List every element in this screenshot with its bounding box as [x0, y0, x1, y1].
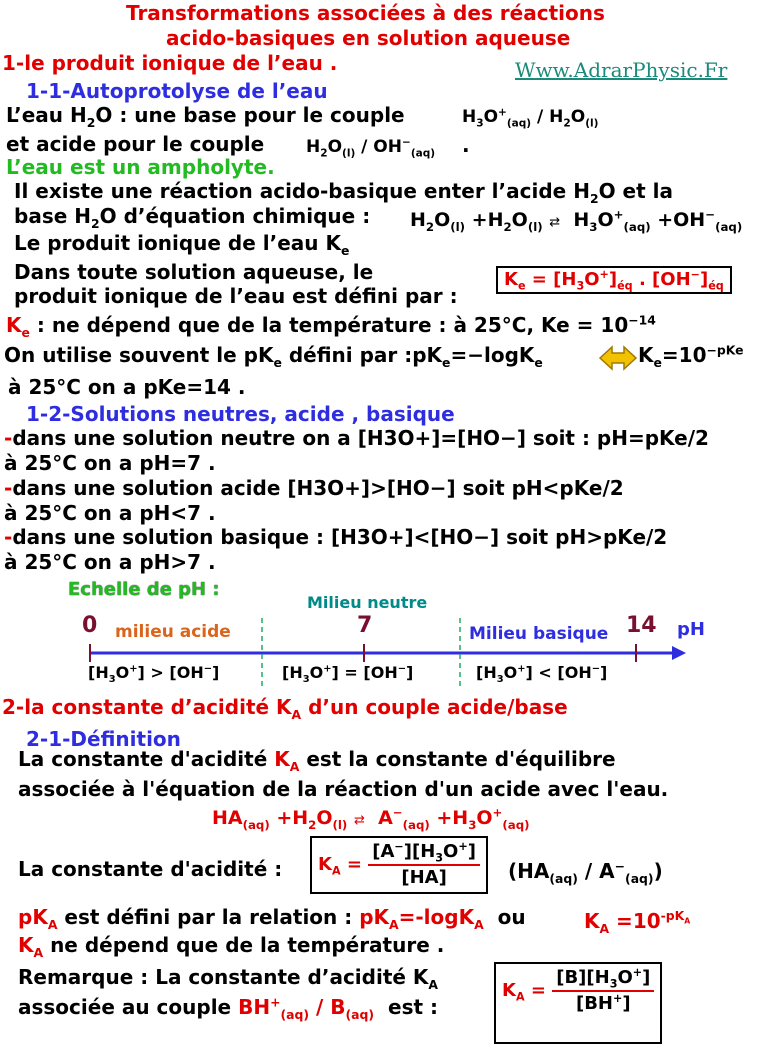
ph-scale-title: Echelle de pH :	[68, 579, 220, 600]
dans-toute-line1: Dans toute solution aqueuse, le	[14, 260, 374, 284]
acid-ph-line: à 25°C on a pH<7 .	[4, 501, 216, 525]
subsection-1-2-heading: 1-2-Solutions neutres, acide , basique	[26, 402, 455, 426]
produit-ionique-line: Le produit ionique de l’eau $K_e$	[14, 231, 350, 258]
ph-axis-label: pH	[677, 619, 705, 640]
ph-tick-14: 14	[626, 613, 657, 638]
double-arrow-icon	[598, 344, 638, 372]
acide-couple-line: et acide pour le couple	[6, 132, 265, 156]
dans-toute-line2: produit ionique de l’eau est défini par :	[14, 284, 458, 308]
exists-line2: base $H_2O$ d’équation chimique :	[14, 204, 371, 231]
acid-relation: $[H_3O^+] > [OH^-]$	[88, 663, 220, 686]
pka-definition-line: $pK_A$ est défini par la relation : $pK_A=-\log K_A$ ou	[18, 905, 526, 932]
couple-h3o-h2o: $H_3O^+_{(aq)} / H_2O_{(l)}$	[462, 106, 599, 130]
ka-definition-line2: associée à l'équation de la réaction d'un acide avec l'eau.	[18, 777, 669, 801]
eau-base-line: L’eau $H_2O$ : une base pour le couple	[6, 103, 405, 130]
couple-dot: .	[462, 133, 470, 157]
website-link[interactable]: Www.AdrarPhysic.Fr	[515, 58, 728, 82]
remarque-line2: associée au couple $BH^+_{(aq)} / B_{(aq)}$ est :	[18, 994, 439, 1022]
neutral-ph-line: à 25°C on a pH=7 .	[4, 451, 216, 475]
pke-line: On utilise souvent le $pK_e$ défini par $:pK_e=-\log K_e$	[4, 343, 543, 370]
ph-tick-0: 0	[82, 613, 98, 638]
section1-heading: 1-le produit ionique de l’eau .	[2, 51, 338, 75]
basic-medium-label: Milieu basique	[469, 624, 609, 644]
basic-solution-line: -dans une solution basique : [H3O+]<[HO−] soit pH>pKe/2	[4, 525, 668, 549]
section2-heading: 2-la constante d’acidité $K_A$ d’un couple acide/base	[2, 695, 568, 722]
subsection-2-1-heading: 2-1-Définition	[26, 727, 181, 751]
ka-power-relation: $K_A =10^{-pK_A}$	[584, 908, 691, 936]
ka-bh-formula-box: $K_A$ = $\frac{[B][H_3O^+]}{[BH^+]}$	[494, 962, 662, 1044]
ka-formula-box: $K_A$ = $\frac{[A^-][H_3O^+]}{[HA]}$	[310, 836, 488, 894]
ampholyte-line: L’eau est un ampholyte.	[6, 155, 275, 179]
ke-depends-line: $K_e$ : ne dépend que de la température : à 25°C, $Ke = 10^{-14}$	[6, 312, 656, 340]
acid-medium-label: milieu acide	[115, 622, 231, 642]
neutral-medium-label: Milieu neutre	[307, 593, 428, 612]
ka-constant-label: La constante d'acidité :	[18, 857, 283, 881]
ke-definition-box: $K_e = [H_3O^+]_{éq}$ . $[OH^-]_{éq}$	[496, 266, 732, 294]
ph-scale-axis	[0, 610, 768, 700]
neutral-relation: $[H_3O^+] = [OH^-]$	[282, 663, 414, 686]
ph-tick-7: 7	[357, 613, 373, 638]
page-title-line1: Transformations associées à des réactions	[126, 1, 605, 25]
exists-line1: Il existe une réaction acido-basique enter l’acide $H_2O$ et la	[14, 179, 673, 206]
neutral-solution-line: -dans une solution neutre on a [H3O+]=[HO−] soit : pH=pKe/2	[4, 426, 709, 450]
remarque-line1: Remarque : La constante d’acidité $K_A$	[18, 965, 439, 992]
page-title-line2: acido-basiques en solution aqueuse	[166, 26, 571, 50]
autoprotolysis-equation: $H_2O_{(l)} +H_2O_{(l)}$ ⇄ $H_3O^+_{(aq)} +OH^-_{(aq)}$	[410, 207, 743, 234]
couple-ha-a: $(HA_{(aq)} / A^-_{(aq)})$	[508, 858, 663, 886]
ka-depends-line: $K_A$ ne dépend que de la température .	[18, 933, 445, 960]
basic-relation: $[H_3O^+] < [OH^-]$	[476, 663, 608, 686]
couple-h2o-oh: $H_2O_{(l)} / OH^-_{(aq)}$	[306, 136, 436, 160]
acid-solution-line: -dans une solution acide [H3O+]>[HO−] soit pH<pKe/2	[4, 476, 624, 500]
acid-water-equation: $HA_{(aq)} +H_2O_{(l)}$ ⇄ $A^-_{(aq)} +H_3O^+_{(aq)}$	[212, 805, 530, 832]
subsection-1-1-heading: 1-1-Autoprotolyse de l’eau	[26, 79, 328, 103]
ke-power-relation: $K_e=10^{-pKe}$	[638, 342, 744, 370]
pke14-line: à 25°C on a pKe=14 .	[8, 375, 246, 399]
basic-ph-line: à 25°C on a pH>7 .	[4, 550, 216, 574]
ka-definition-line1: La constante d'acidité $K_A$ est la constante d'équilibre	[18, 747, 616, 774]
